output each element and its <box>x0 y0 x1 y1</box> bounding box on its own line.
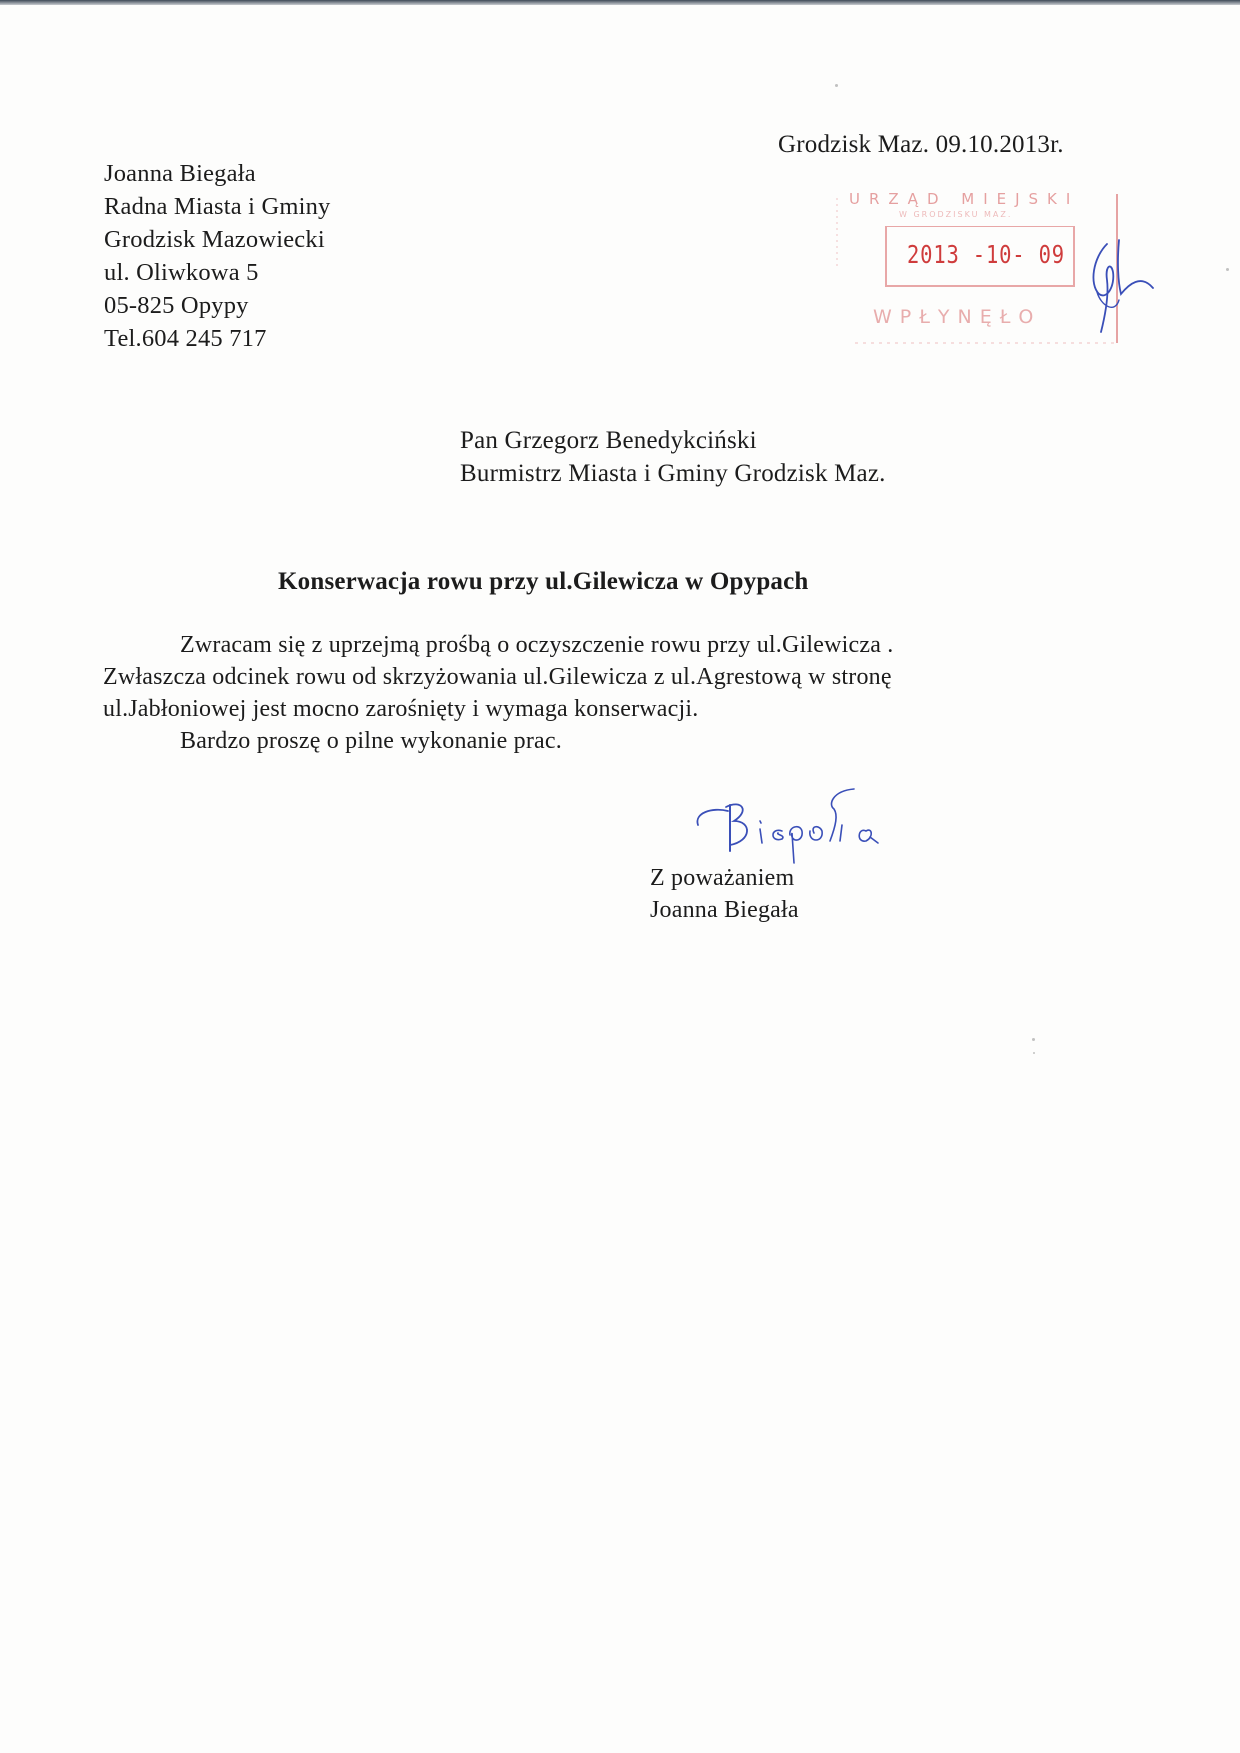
stamp-date: 2013 -10- 09 <box>907 240 1065 269</box>
sender-title: Radna Miasta i Gminy <box>104 193 331 220</box>
place-and-date: Grodzisk Maz. 09.10.2013r. <box>778 131 1064 158</box>
scan-speck <box>835 84 838 87</box>
sender-postcode: 05-825 Opypy <box>104 292 249 319</box>
scan-speck <box>1032 1038 1035 1041</box>
closing-block <box>650 862 799 926</box>
sender-municipality: Grodzisk Mazowiecki <box>104 226 325 253</box>
sender-street: ul. Oliwkowa 5 <box>104 259 259 286</box>
scan-edge <box>0 0 1240 5</box>
letter-subject: Konserwacja rowu przy ul.Gilewicza w Opypach <box>278 568 809 595</box>
sender-phone: Tel.604 245 717 <box>104 325 267 352</box>
closing-signature-name: Joanna Biegała <box>650 897 799 923</box>
stamp-header: URZĄD MIEJSKI <box>849 190 1080 208</box>
initials-signature <box>1085 236 1155 336</box>
recipient-name: Pan Grzegorz Benedykciński <box>460 427 757 454</box>
stamp-footer: WPŁYNĘŁO <box>873 306 1042 328</box>
letter-body <box>103 629 893 757</box>
sender-block <box>104 157 331 355</box>
recipient-title: Burmistrz Miasta i Gminy Grodzisk Maz. <box>460 460 886 487</box>
recipient-block <box>460 424 886 490</box>
body-paragraph-line: Zwracam się z uprzejmą prośbą o oczyszczenie rowu przy ul.Gilewicza . <box>180 632 894 658</box>
body-paragraph-line: Zwłaszcza odcinek rowu od skrzyżowania ul.Gilewicza z ul.Agrestową w stronę <box>103 664 892 690</box>
body-paragraph-line: ul.Jabłoniowej jest mocno zarośnięty i wymaga konserwacji. <box>103 696 699 722</box>
sender-name: Joanna Biegała <box>104 160 256 187</box>
scan-speck <box>1226 268 1229 271</box>
closing-salutation: Z poważaniem <box>650 865 795 891</box>
stamp-subheader: W GRODZISKU MAZ. <box>899 210 1013 219</box>
scan-speck <box>1033 1052 1035 1054</box>
registry-stamp <box>835 188 1120 348</box>
body-paragraph-line: Bardzo proszę o pilne wykonanie prac. <box>180 728 562 754</box>
handwritten-signature <box>690 785 900 865</box>
